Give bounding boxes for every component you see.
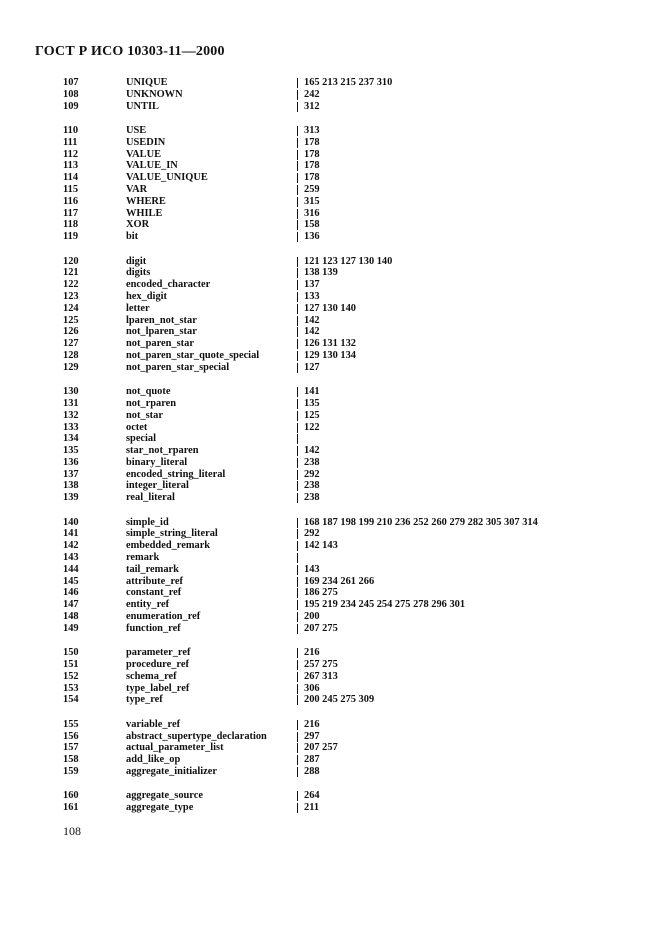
production-name: WHILE: [126, 207, 163, 219]
production-name: variable_ref: [126, 718, 181, 730]
reference-numbers: 165 213 215 237 310: [304, 77, 393, 88]
reference-numbers: 136: [304, 231, 320, 243]
table-row: [0, 694, 661, 706]
reference-numbers: [298, 552, 304, 563]
reference-numbers: 211: [304, 802, 320, 814]
table-row: [0, 326, 661, 338]
group-spacer: [0, 112, 661, 125]
reference-numbers: 129 130 134: [304, 349, 356, 361]
table-row: [0, 386, 661, 398]
table-row: [0, 433, 661, 445]
reference-numbers: 306: [304, 682, 320, 694]
table-row: [0, 125, 661, 137]
reference-numbers: 267 313: [304, 670, 338, 682]
reference-numbers: 158: [304, 219, 320, 231]
table-row: [0, 184, 661, 196]
production-name: parameter_ref: [126, 647, 191, 659]
reference-list: [298, 659, 338, 671]
reference-numbers: 257 275: [304, 659, 338, 671]
table-row: [0, 315, 661, 327]
reference-list: [298, 125, 320, 137]
reference-list: [298, 766, 320, 778]
cross-reference-table: [0, 77, 661, 814]
table-row: [0, 350, 661, 362]
table-row: [0, 754, 661, 766]
reference-list: [298, 172, 320, 184]
reference-list: [298, 350, 356, 362]
reference-list: [298, 683, 320, 695]
row-number: 154: [63, 694, 79, 706]
reference-list: [298, 611, 320, 623]
group-spacer: [0, 374, 661, 387]
row-number: 126: [63, 326, 79, 338]
reference-list: [298, 694, 374, 706]
reference-numbers: 292: [304, 468, 320, 480]
reference-numbers: 141: [304, 386, 320, 398]
reference-list: [298, 790, 320, 802]
table-row: [0, 457, 661, 469]
reference-numbers: 216: [304, 718, 320, 730]
production-name: binary_literal: [126, 456, 188, 468]
group-spacer: [0, 706, 661, 719]
production-name: procedure_ref: [126, 659, 189, 671]
row-number: 133: [63, 421, 79, 433]
table-row: [0, 160, 661, 172]
reference-list: [298, 576, 374, 588]
row-number: 151: [63, 659, 79, 671]
production-name: letter: [126, 302, 150, 314]
row-number: 158: [63, 754, 79, 766]
reference-list: [298, 89, 320, 101]
row-number: 159: [63, 766, 79, 777]
table-row: [0, 362, 661, 374]
reference-numbers: 142: [304, 445, 320, 457]
reference-list: [298, 208, 320, 220]
row-number: 150: [63, 647, 79, 659]
reference-numbers: 287: [304, 754, 320, 766]
row-number: 121: [63, 267, 79, 279]
reference-numbers: 312: [304, 100, 320, 112]
reference-list: [298, 552, 304, 564]
production-name: constant_ref: [126, 587, 182, 599]
row-number: 161: [63, 802, 79, 814]
production-name: schema_ref: [126, 670, 177, 682]
row-number: 124: [63, 302, 79, 314]
table-row: [0, 683, 661, 695]
reference-list: [298, 492, 320, 504]
reference-list: [298, 742, 338, 754]
group-spacer: [0, 243, 661, 256]
reference-numbers: 316: [304, 207, 320, 219]
reference-list: [298, 149, 320, 161]
table-row: [0, 149, 661, 161]
row-number: 152: [63, 670, 79, 682]
table-row: [0, 731, 661, 743]
production-name: special: [126, 433, 157, 445]
reference-list: [298, 480, 320, 492]
reference-list: [298, 671, 338, 683]
table-row: [0, 719, 661, 731]
table-row: [0, 576, 661, 588]
reference-list: [298, 267, 338, 279]
reference-list: [298, 326, 320, 338]
reference-numbers: 216: [304, 647, 320, 659]
row-number: 123: [63, 290, 79, 302]
production-name: hex_digit: [126, 290, 167, 302]
row-number: 116: [63, 195, 79, 207]
production-name: not_paren_star: [126, 338, 194, 350]
reference-numbers: 127 130 140: [304, 302, 356, 314]
reference-list: [298, 623, 338, 635]
table-row: [0, 647, 661, 659]
table-row: [0, 196, 661, 208]
row-number: 117: [63, 207, 79, 219]
reference-numbers: 126 131 132: [304, 338, 356, 350]
production-name: VALUE: [126, 148, 162, 160]
table-row: [0, 540, 661, 552]
row-number: 153: [63, 682, 79, 694]
row-number: 138: [63, 480, 79, 492]
reference-list: [298, 410, 320, 422]
production-name: XOR: [126, 219, 150, 231]
reference-numbers: 168 187 198 199 210 236 252 260 279 282 305 307 314: [304, 516, 538, 528]
production-name: real_literal: [126, 492, 175, 504]
reference-numbers: 137: [304, 279, 320, 291]
group-spacer: [0, 635, 661, 648]
reference-list: [298, 362, 320, 374]
table-row: [0, 256, 661, 268]
row-number: 136: [63, 456, 79, 468]
table-row: [0, 137, 661, 149]
table-row: [0, 528, 661, 540]
row-number: 125: [63, 314, 79, 326]
reference-list: [298, 528, 320, 540]
row-number: 128: [63, 349, 79, 361]
production-name: VALUE_UNIQUE: [126, 172, 208, 184]
reference-numbers: 122: [304, 421, 320, 433]
production-name: not_paren_star_special: [126, 361, 230, 373]
reference-list: [298, 291, 320, 303]
reference-numbers: 142: [304, 326, 320, 338]
reference-list: [298, 101, 320, 113]
row-number: 115: [63, 183, 79, 195]
production-name: simple_id: [126, 516, 169, 528]
row-number: 118: [63, 219, 79, 231]
reference-list: [298, 184, 320, 196]
production-name: lparen_not_star: [126, 314, 197, 326]
production-name: aggregate_initializer: [126, 766, 217, 777]
table-row: [0, 587, 661, 599]
reference-numbers: 238: [304, 492, 320, 504]
reference-list: [298, 587, 338, 599]
row-number: 155: [63, 718, 79, 730]
production-name: UNIQUE: [126, 77, 168, 88]
row-number: 137: [63, 468, 79, 480]
table-row: [0, 219, 661, 231]
production-name: integer_literal: [126, 480, 189, 492]
table-row: [0, 790, 661, 802]
table-row: [0, 445, 661, 457]
reference-list: [298, 256, 392, 268]
reference-numbers: 259: [304, 183, 320, 195]
production-name: digits: [126, 267, 151, 279]
row-number: 157: [63, 742, 79, 754]
production-name: add_like_op: [126, 754, 181, 766]
reference-numbers: 288: [304, 766, 320, 777]
production-name: embedded_remark: [126, 540, 211, 552]
table-row: [0, 279, 661, 291]
reference-list: [298, 338, 356, 350]
reference-numbers: 138 139: [304, 267, 338, 279]
reference-list: [298, 719, 320, 731]
production-name: actual_parameter_list: [126, 742, 224, 754]
row-number: 145: [63, 575, 79, 587]
row-number: 108: [63, 88, 79, 100]
reference-numbers: 178: [304, 172, 320, 184]
row-number: 156: [63, 730, 79, 742]
reference-list: [298, 599, 465, 611]
reference-list: [298, 315, 320, 327]
row-number: 135: [63, 445, 79, 457]
reference-list: [298, 422, 320, 434]
row-number: 147: [63, 599, 79, 611]
production-name: USEDIN: [126, 136, 166, 148]
row-number: 141: [63, 528, 79, 540]
row-number: 132: [63, 409, 79, 421]
production-name: type_label_ref: [126, 682, 190, 694]
table-row: [0, 208, 661, 220]
reference-numbers: 127: [304, 361, 320, 373]
reference-list: [298, 219, 320, 231]
row-number: 146: [63, 587, 79, 599]
table-row: [0, 267, 661, 279]
table-row: [0, 172, 661, 184]
reference-numbers: 142: [304, 314, 320, 326]
row-number: 134: [63, 433, 79, 445]
row-number: 127: [63, 338, 79, 350]
production-name: abstract_supertype_declaration: [126, 730, 267, 742]
production-name: not_star: [126, 409, 163, 421]
production-name: star_not_rparen: [126, 445, 199, 457]
production-name: bit: [126, 231, 139, 243]
reference-numbers: 135: [304, 397, 320, 409]
reference-numbers: [298, 433, 304, 444]
row-number: 109: [63, 100, 79, 112]
reference-list: [298, 564, 320, 576]
row-number: 149: [63, 622, 79, 634]
reference-numbers: 207 275: [304, 622, 338, 634]
reference-numbers: 125: [304, 409, 320, 421]
table-row: [0, 422, 661, 434]
row-number: 120: [63, 255, 79, 267]
table-row: [0, 552, 661, 564]
page-number: 108: [63, 824, 81, 838]
table-row: [0, 802, 661, 814]
production-name: UNTIL: [126, 100, 159, 112]
row-number: 122: [63, 279, 79, 291]
reference-numbers: 238: [304, 456, 320, 468]
row-number: 112: [63, 148, 79, 160]
reference-numbers: 142 143: [304, 540, 338, 552]
row-number: 119: [63, 231, 79, 243]
reference-list: [298, 160, 320, 172]
production-name: digit: [126, 255, 147, 267]
row-number: 130: [63, 386, 79, 398]
reference-numbers: 207 257: [304, 742, 338, 754]
reference-list: [298, 398, 320, 410]
table-row: [0, 291, 661, 303]
reference-list: [298, 231, 320, 243]
reference-list: [298, 802, 319, 814]
production-name: USE: [126, 124, 147, 136]
reference-list: [298, 540, 338, 552]
table-row: [0, 599, 661, 611]
production-name: tail_remark: [126, 563, 179, 575]
row-number: 140: [63, 516, 79, 528]
reference-numbers: 315: [304, 195, 320, 207]
row-number: 110: [63, 124, 79, 136]
production-name: attribute_ref: [126, 575, 183, 587]
reference-numbers: 178: [304, 136, 320, 148]
production-name: not_rparen: [126, 397, 177, 409]
reference-list: [298, 386, 320, 398]
production-name: encoded_character: [126, 279, 211, 291]
row-number: 131: [63, 397, 79, 409]
reference-list: [298, 469, 320, 481]
table-row: [0, 480, 661, 492]
reference-numbers: 200: [304, 611, 320, 623]
reference-numbers: 178: [304, 160, 320, 172]
production-name: octet: [126, 421, 148, 433]
row-number: 114: [63, 172, 79, 184]
production-name: not_quote: [126, 386, 171, 398]
table-row: [0, 564, 661, 576]
table-row: [0, 671, 661, 683]
table-row: [0, 766, 661, 778]
reference-list: [298, 433, 304, 445]
table-row: [0, 338, 661, 350]
production-name: remark: [126, 552, 160, 564]
reference-numbers: 238: [304, 480, 320, 492]
table-row: [0, 517, 661, 529]
table-row: [0, 469, 661, 481]
row-number: 142: [63, 540, 79, 552]
row-number: 144: [63, 563, 79, 575]
table-row: [0, 89, 661, 101]
reference-numbers: 313: [304, 124, 320, 136]
page-header-title: ГОСТ Р ИСО 10303-11—2000: [35, 44, 225, 59]
row-number: 113: [63, 160, 79, 172]
row-number: 107: [63, 77, 79, 88]
production-name: not_paren_star_quote_special: [126, 349, 260, 361]
production-name: encoded_string_literal: [126, 468, 226, 480]
reference-numbers: 297: [304, 730, 320, 742]
reference-list: [298, 303, 356, 315]
table-row: [0, 410, 661, 422]
reference-list: [298, 647, 320, 659]
production-name: type_ref: [126, 694, 163, 706]
reference-list: [298, 731, 320, 743]
reference-list: [298, 445, 320, 457]
table-row: [0, 398, 661, 410]
row-number: 111: [63, 136, 78, 148]
table-row: [0, 231, 661, 243]
reference-numbers: 292: [304, 528, 320, 540]
production-name: WHERE: [126, 195, 166, 207]
row-number: 148: [63, 611, 79, 623]
reference-list: [298, 517, 538, 529]
production-name: aggregate_type: [126, 802, 194, 814]
group-spacer: [0, 778, 661, 791]
production-name: entity_ref: [126, 599, 170, 611]
reference-numbers: 121 123 127 130 140: [304, 255, 393, 267]
table-row: [0, 623, 661, 635]
production-name: VAR: [126, 183, 148, 195]
reference-list: [298, 137, 320, 149]
reference-numbers: 200 245 275 309: [304, 694, 375, 706]
table-row: [0, 742, 661, 754]
reference-numbers: 178: [304, 148, 320, 160]
reference-numbers: 186 275: [304, 587, 338, 599]
reference-list: [298, 77, 392, 89]
row-number: 129: [63, 361, 79, 373]
reference-numbers: 242: [304, 88, 320, 100]
table-row: [0, 611, 661, 623]
table-row: [0, 77, 661, 89]
row-number: 160: [63, 790, 79, 802]
table-row: [0, 659, 661, 671]
group-spacer: [0, 504, 661, 517]
reference-numbers: 133: [304, 290, 320, 302]
row-number: 143: [63, 552, 79, 564]
production-name: UNKNOWN: [126, 88, 183, 100]
reference-numbers: 264: [304, 790, 320, 802]
reference-numbers: 195 219 234 245 254 275 278 296 301: [304, 599, 466, 611]
reference-list: [298, 754, 320, 766]
row-number: 139: [63, 492, 79, 504]
reference-list: [298, 196, 320, 208]
reference-numbers: 143: [304, 563, 320, 575]
table-row: [0, 303, 661, 315]
production-name: not_lparen_star: [126, 326, 197, 338]
production-name: function_ref: [126, 622, 181, 634]
production-name: simple_string_literal: [126, 528, 218, 540]
table-row: [0, 101, 661, 113]
production-name: aggregate_source: [126, 790, 203, 802]
production-name: VALUE_IN: [126, 160, 178, 172]
production-name: enumeration_ref: [126, 611, 201, 623]
reference-numbers: 169 234 261 266: [304, 575, 375, 587]
reference-list: [298, 457, 320, 469]
table-row: [0, 492, 661, 504]
reference-list: [298, 279, 320, 291]
